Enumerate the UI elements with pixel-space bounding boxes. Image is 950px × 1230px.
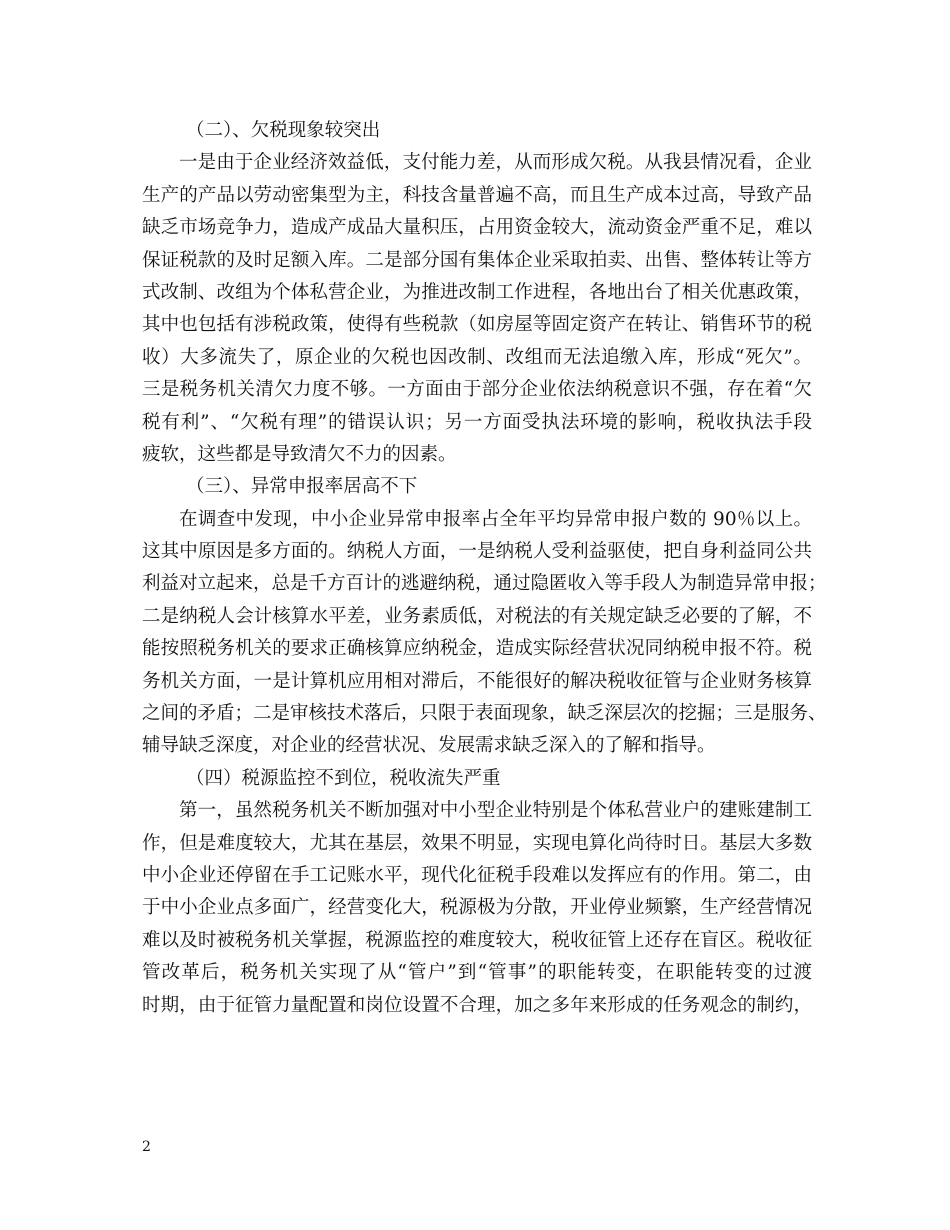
paragraph-line: 难以及时被税务机关掌握，税源监控的难度较大，税收征管上还存在盲区。税收征 bbox=[142, 929, 812, 951]
paragraph-line: 其中也包括有涉税政策，使得有些税款（如房屋等固定资产在转让、销售环节的税 bbox=[142, 314, 812, 336]
paragraph-line: 能按照税务机关的要求正确核算应纳税金，造成实际经营状况同纳税申报不符。税 bbox=[142, 638, 812, 660]
paragraph-line: 作，但是难度较大，尤其在基层，效果不明显，实现电算化尚待时日。基层大多数 bbox=[142, 832, 812, 854]
paragraph-line: 中小企业还停留在手工记账水平，现代化征税手段难以发挥应有的作用。第二，由 bbox=[142, 864, 812, 886]
paragraph-line: 时期，由于征管力量配置和岗位设置不合理，加之多年来形成的任务观念的制约， bbox=[142, 994, 812, 1016]
section-heading-2: （二）、欠税现象较突出 bbox=[186, 120, 381, 141]
paragraph-line: 疲软，这些都是导致清欠不力的因素。 bbox=[142, 443, 457, 465]
section-heading-4: （四）税源监控不到位，税收流失严重 bbox=[186, 767, 501, 789]
paragraph-line: 第一，虽然税务机关不断加强对中小型企业特别是个体私营业户的建账建制工 bbox=[179, 800, 812, 822]
section-heading-3: （三）、异常申报率居高不下 bbox=[186, 476, 418, 498]
paragraph-line: 于中小企业点多面广，经营变化大，税源极为分散，开业停业频繁，生产经营情况 bbox=[142, 897, 812, 919]
paragraph-line: 收）大多流失了，原企业的欠税也因改制、改组而无法追缴入库，形成“死欠”。 bbox=[142, 346, 812, 368]
paragraph-line: 二是纳税人会计核算水平差，业务素质低，对税法的有关规定缺乏必要的了解，不 bbox=[142, 605, 812, 627]
paragraph-line: 之间的矛盾；二是审核技术落后，只限于表面现象，缺乏深层次的挖掘；三是服务、 bbox=[142, 703, 827, 725]
page-number: 2 bbox=[142, 1139, 151, 1155]
paragraph-line: 管改革后，税务机关实现了从“管户”到“管事”的职能转变，在职能转变的过渡 bbox=[142, 962, 812, 984]
paragraph-line: 利益对立起来，总是千方百计的逃避纳税，通过隐匿收入等手段人为制造异常申报； bbox=[142, 573, 827, 595]
paragraph-line: 三是税务机关清欠力度不够。一方面由于部分企业依法纳税意识不强，存在着“欠 bbox=[142, 379, 812, 401]
paragraph-line: 务机关方面，一是计算机应用相对滞后，不能很好的解决税收征管与企业财务核算 bbox=[142, 670, 812, 692]
paragraph-line: 税有利”、“欠税有理”的错误认识；另一方面受执法环境的影响，税收执法手段 bbox=[142, 411, 812, 433]
paragraph-line: 一是由于企业经济效益低，支付能力差，从而形成欠税。从我县情况看，企业 bbox=[179, 152, 812, 174]
paragraph-line: 生产的产品以劳动密集型为主，科技含量普遍不高，而且生产成本过高，导致产品 bbox=[142, 184, 812, 206]
paragraph-line: 保证税款的及时足额入库。二是部分国有集体企业采取拍卖、出售、整体转让等方 bbox=[142, 249, 812, 271]
paragraph-line: 缺乏市场竞争力，造成产成品大量积压，占用资金较大，流动资金严重不足，难以 bbox=[142, 217, 812, 239]
body-text bbox=[142, 115, 827, 1022]
paragraph-line: 这其中原因是多方面的。纳税人方面，一是纳税人受利益驱使，把自身利益同公共 bbox=[142, 541, 812, 563]
paragraph-line: 辅导缺乏深度，对企业的经营状况、发展需求缺乏深入的了解和指导。 bbox=[142, 735, 716, 757]
paragraph-line: 在调查中发现，中小企业异常申报率占全年平均异常申报户数的 90％以上。 bbox=[179, 508, 812, 530]
paragraph-line: 式改制、改组为个体私营企业，为推进改制工作进程，各地出台了相关优惠政策， bbox=[142, 281, 812, 303]
